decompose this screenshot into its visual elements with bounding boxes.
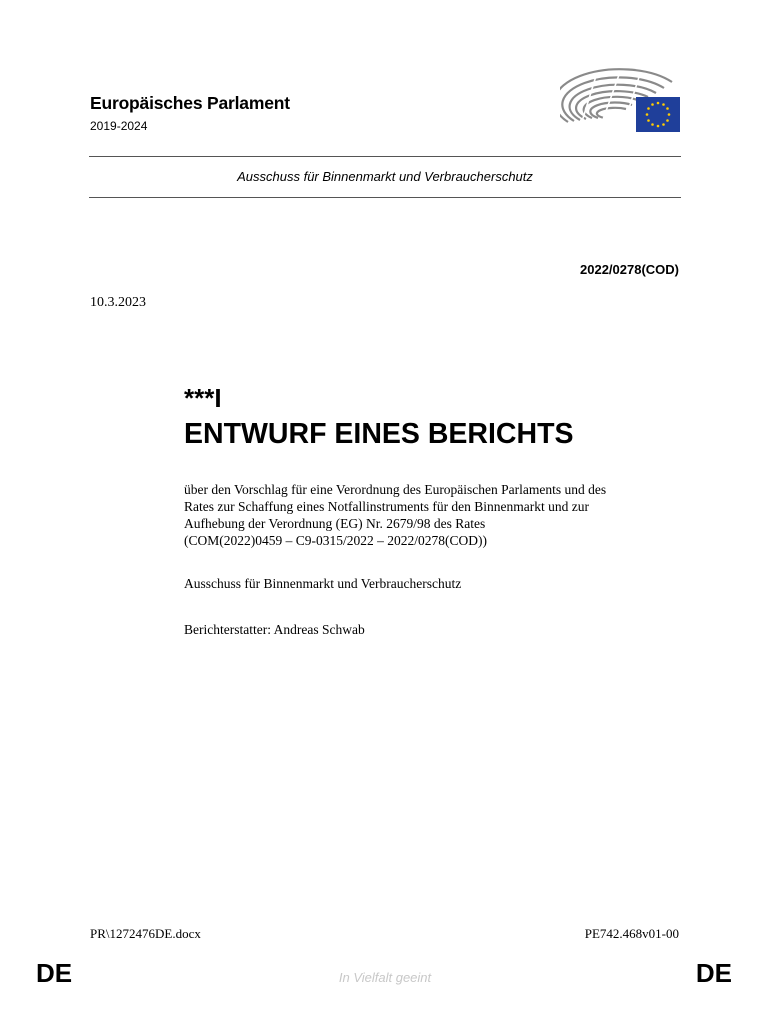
- institution-name: Europäisches Parlament: [90, 93, 290, 113]
- header-divider-top: [89, 156, 681, 157]
- footer-pe-number: PE742.468v01-00: [584, 926, 679, 941]
- subject-line: Aufhebung der Verordnung (EG) Nr. 2679/98 des Rates: [184, 516, 486, 531]
- legislative-term: 2019-2024: [90, 119, 148, 133]
- subject-line: Rates zur Schaffung eines Notfallinstruments für den Binnenmarkt und zur: [184, 499, 590, 514]
- committee-header: Ausschuss für Binnenmarkt und Verbraucherschutz: [237, 169, 533, 184]
- document-title: ENTWURF EINES BERICHTS: [184, 418, 574, 450]
- subject-line: (COM(2022)0459 – C9-0315/2022 – 2022/0278(COD)): [184, 533, 487, 548]
- subject-line: über den Vorschlag für eine Verordnung des Europäischen Parlaments und des: [184, 482, 607, 497]
- eu-motto: In Vielfalt geeint: [338, 970, 432, 985]
- footer-file-reference: PR\1272476DE.docx: [90, 926, 201, 941]
- document-subject: [184, 481, 684, 549]
- committee-name: Ausschuss für Binnenmarkt und Verbraucherschutz: [184, 576, 462, 591]
- procedure-stars: ***I: [184, 383, 222, 413]
- language-code-right: DE: [695, 958, 732, 988]
- procedure-number: 2022/0278(COD): [580, 262, 679, 277]
- language-code-left: DE: [36, 958, 73, 988]
- european-parliament-logo-icon: [560, 68, 680, 134]
- rapporteur: Berichterstatter: Andreas Schwab: [184, 622, 365, 637]
- header-divider-bottom: [89, 197, 681, 198]
- document-date: 10.3.2023: [90, 295, 146, 310]
